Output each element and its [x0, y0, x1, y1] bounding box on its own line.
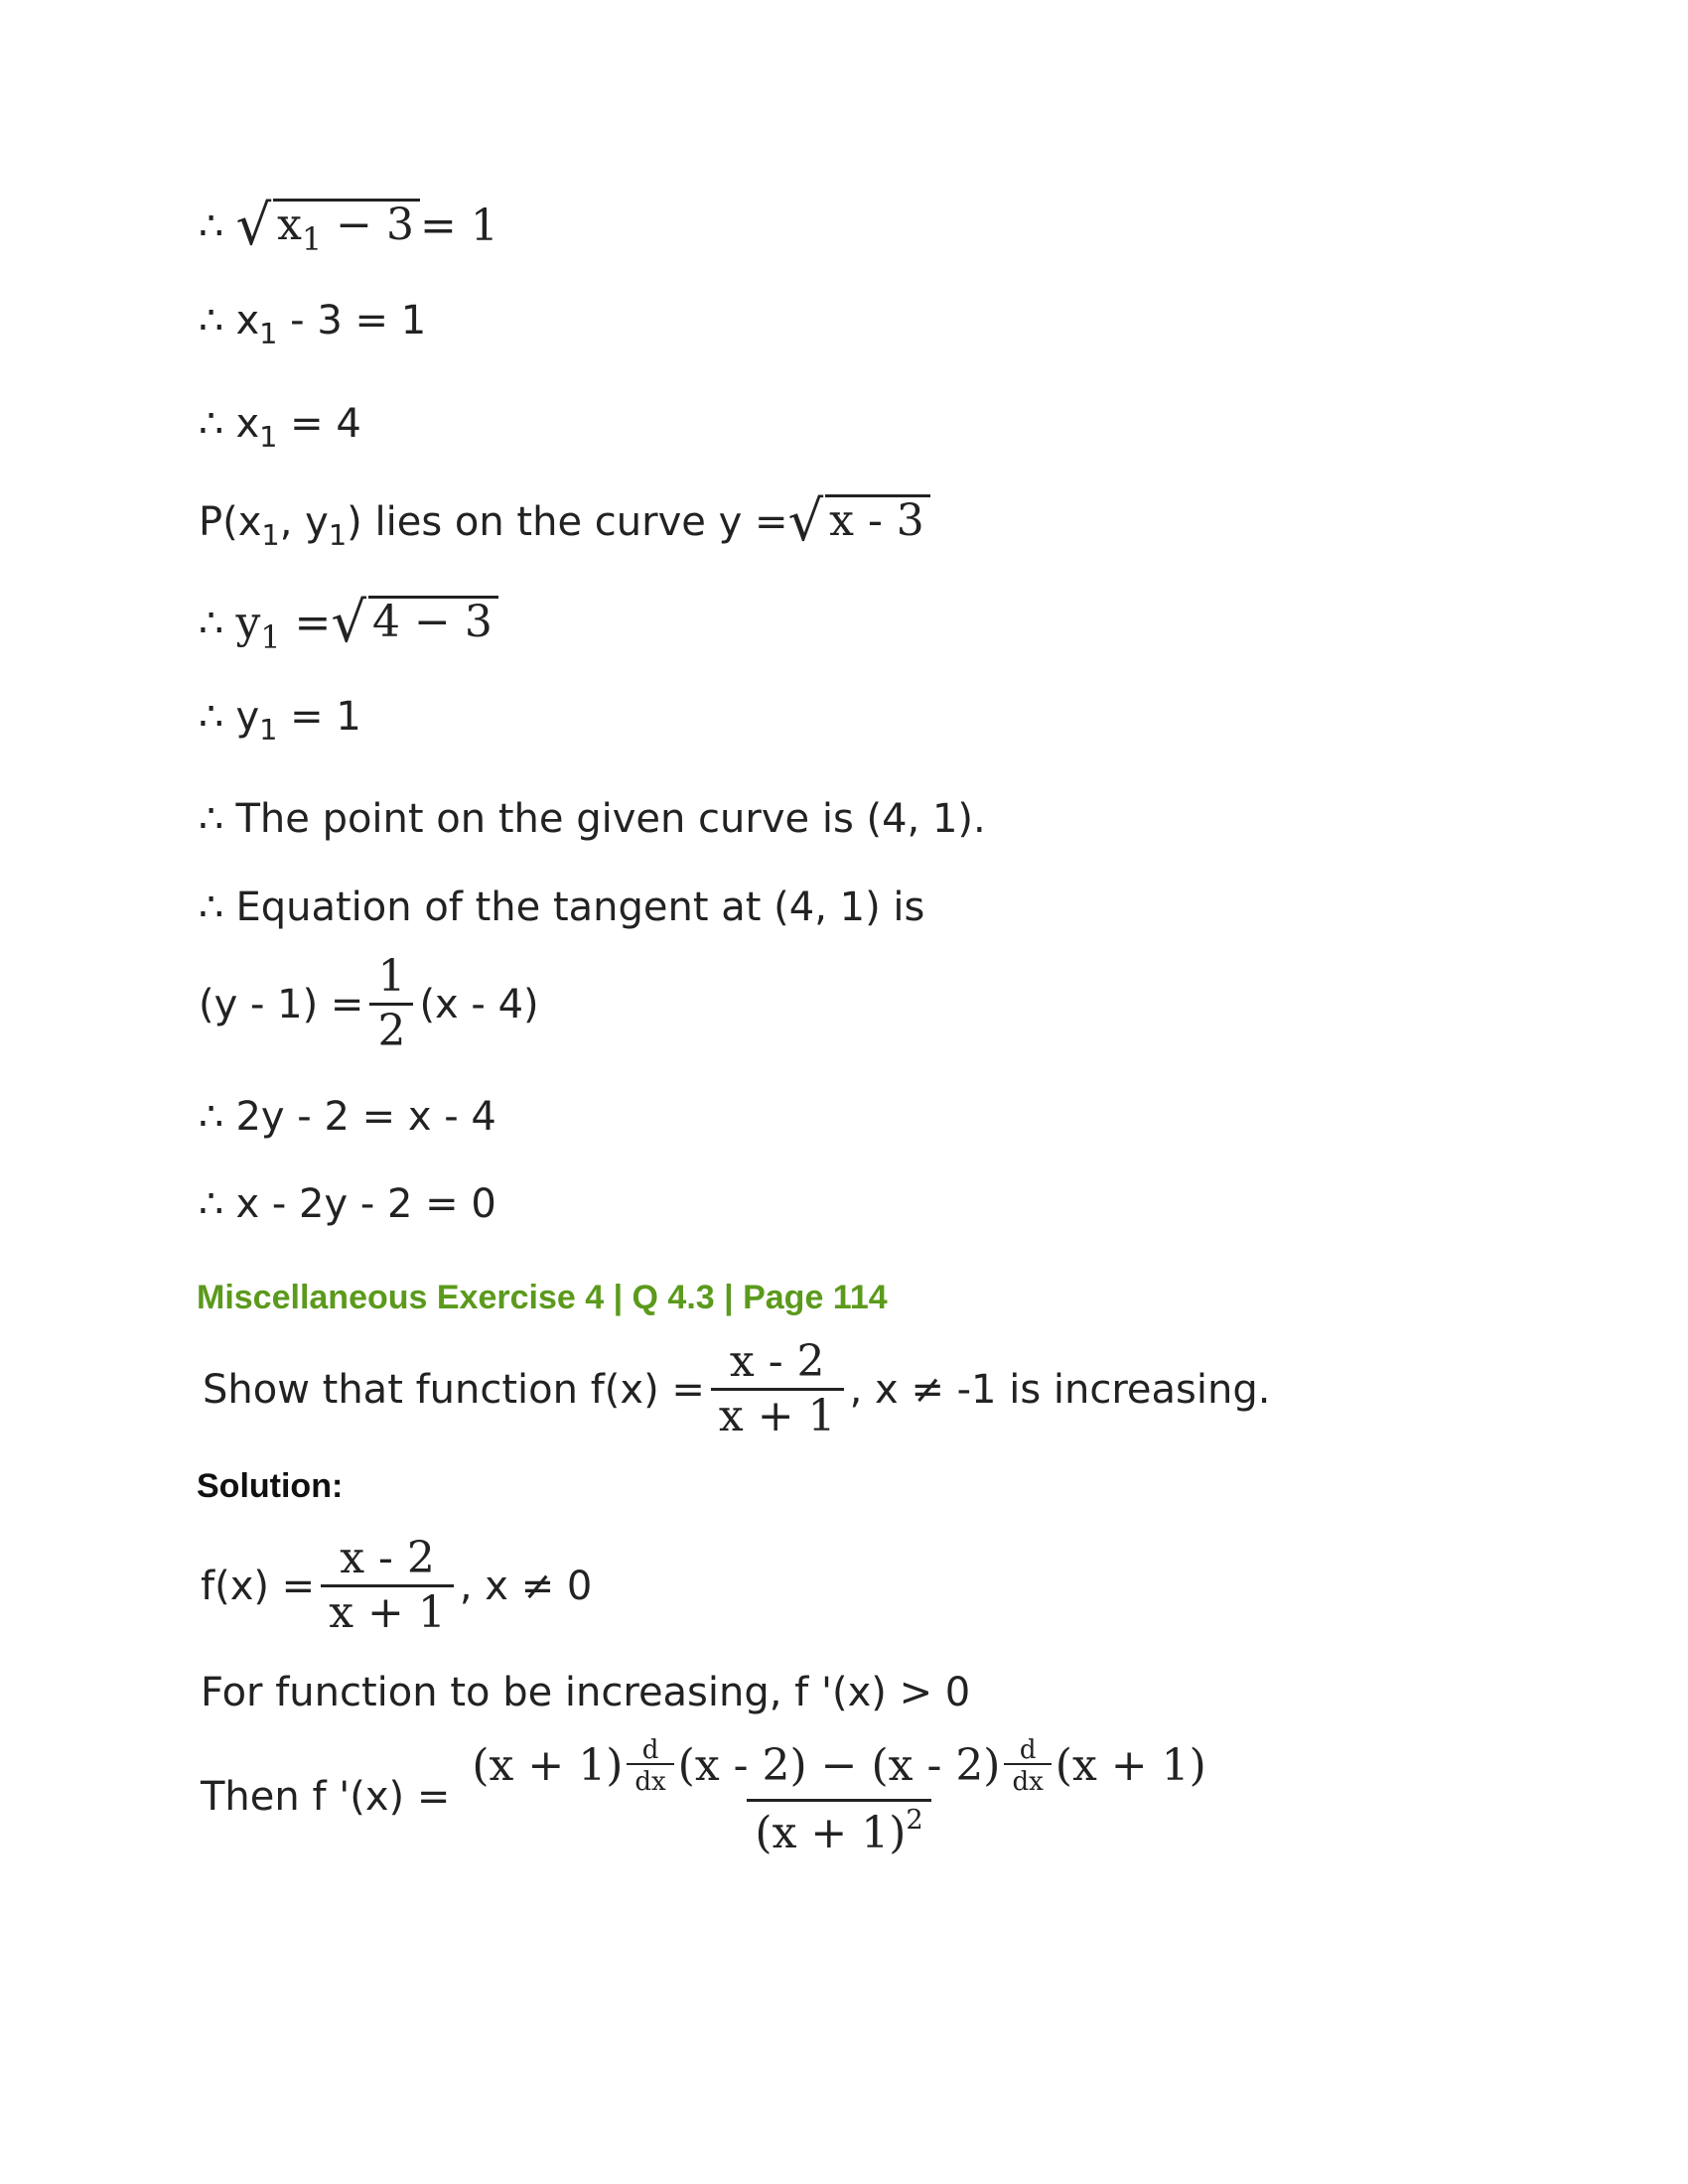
question-line: Show that function f(x) = $\frac{x - 2}{x + 1}$ , x ≠ -1 is increasing.	[203, 1336, 1271, 1441]
line-point-on-curve	[199, 489, 930, 554]
line-point-result: ∴ The point on the given curve is (4, 1).	[199, 796, 986, 842]
line-tangent-equation: (y - 1) = $\frac{1}{2}$ (x - 4)	[199, 951, 539, 1056]
fraction-one-half: $\frac{1}{2}$	[369, 955, 413, 1053]
line-tangent-intro: ∴ Equation of the tangent at (4, 1) is	[199, 885, 925, 930]
line-sqrt-x1-minus-3	[199, 194, 498, 259]
exercise-heading: Miscellaneous Exercise 4 | Q 4.3 | Page 114	[197, 1279, 888, 1316]
point-text: $P(x_1$, $y_1$) lies on the curve y =	[199, 499, 788, 553]
therefore-symbol: ∴	[199, 1094, 224, 1140]
d-dx-operator: d dx	[627, 1737, 673, 1795]
therefore-symbol: ∴	[199, 204, 224, 249]
therefore-symbol: ∴	[199, 298, 224, 343]
therefore-symbol: ∴	[199, 401, 224, 447]
derivative-denominator: $(x + 1)^2$	[747, 1799, 930, 1855]
therefore-symbol: ∴	[199, 1181, 224, 1227]
function-definition: f(x) = $\frac{x - 2}{x + 1}$ , x ≠ 0	[201, 1533, 593, 1638]
therefore-symbol: ∴	[199, 601, 224, 646]
function-fraction: $\frac{x - 2}{x + 1}$	[321, 1537, 454, 1635]
increasing-condition: For function to be increasing, f '(x) > 0	[201, 1670, 971, 1715]
equals-one: = 1	[419, 201, 498, 251]
therefore-symbol: ∴	[199, 885, 224, 930]
solution-label: Solution:	[197, 1467, 344, 1505]
line-y1-equals-1: ∴ $y_1 = 1$	[199, 694, 361, 748]
sqrt-expression	[235, 194, 420, 259]
line-x1-minus-3: ∴ $x_1 - 3 = 1$	[199, 298, 427, 351]
derivative-fraction	[464, 1735, 1213, 1858]
radicand: $x_1 - 3$	[273, 199, 420, 254]
therefore-symbol: ∴	[199, 796, 224, 842]
line-final-equation: ∴ x - 2y - 2 = 0	[199, 1181, 496, 1227]
derivative-numerator: (x + 1) d dx (x - 2) − (x - 2) d dx (x + 1)	[472, 1735, 1206, 1797]
line-2y-minus-2: ∴ 2y - 2 = x - 4	[199, 1094, 496, 1140]
therefore-symbol: ∴	[199, 694, 224, 740]
derivative-line: Then f '(x) = (x + 1) d dx (x - 2) − (x - 2) d dx (x + 1) $(x + 1)^2$	[201, 1737, 1220, 1855]
line-y1-sqrt: ∴ $y_1$ = √ 4 − 3	[199, 596, 498, 651]
question-fraction: $\frac{x - 2}{x + 1}$	[711, 1340, 844, 1438]
sqrt-sign: √	[235, 194, 272, 258]
d-dx-operator: d dx	[1004, 1737, 1051, 1795]
line-x1-equals-4: ∴ $x_1 = 4$	[199, 401, 361, 455]
sqrt-expression: √ 4 − 3	[331, 596, 498, 651]
sqrt-expression: √ x - 3	[787, 494, 929, 550]
